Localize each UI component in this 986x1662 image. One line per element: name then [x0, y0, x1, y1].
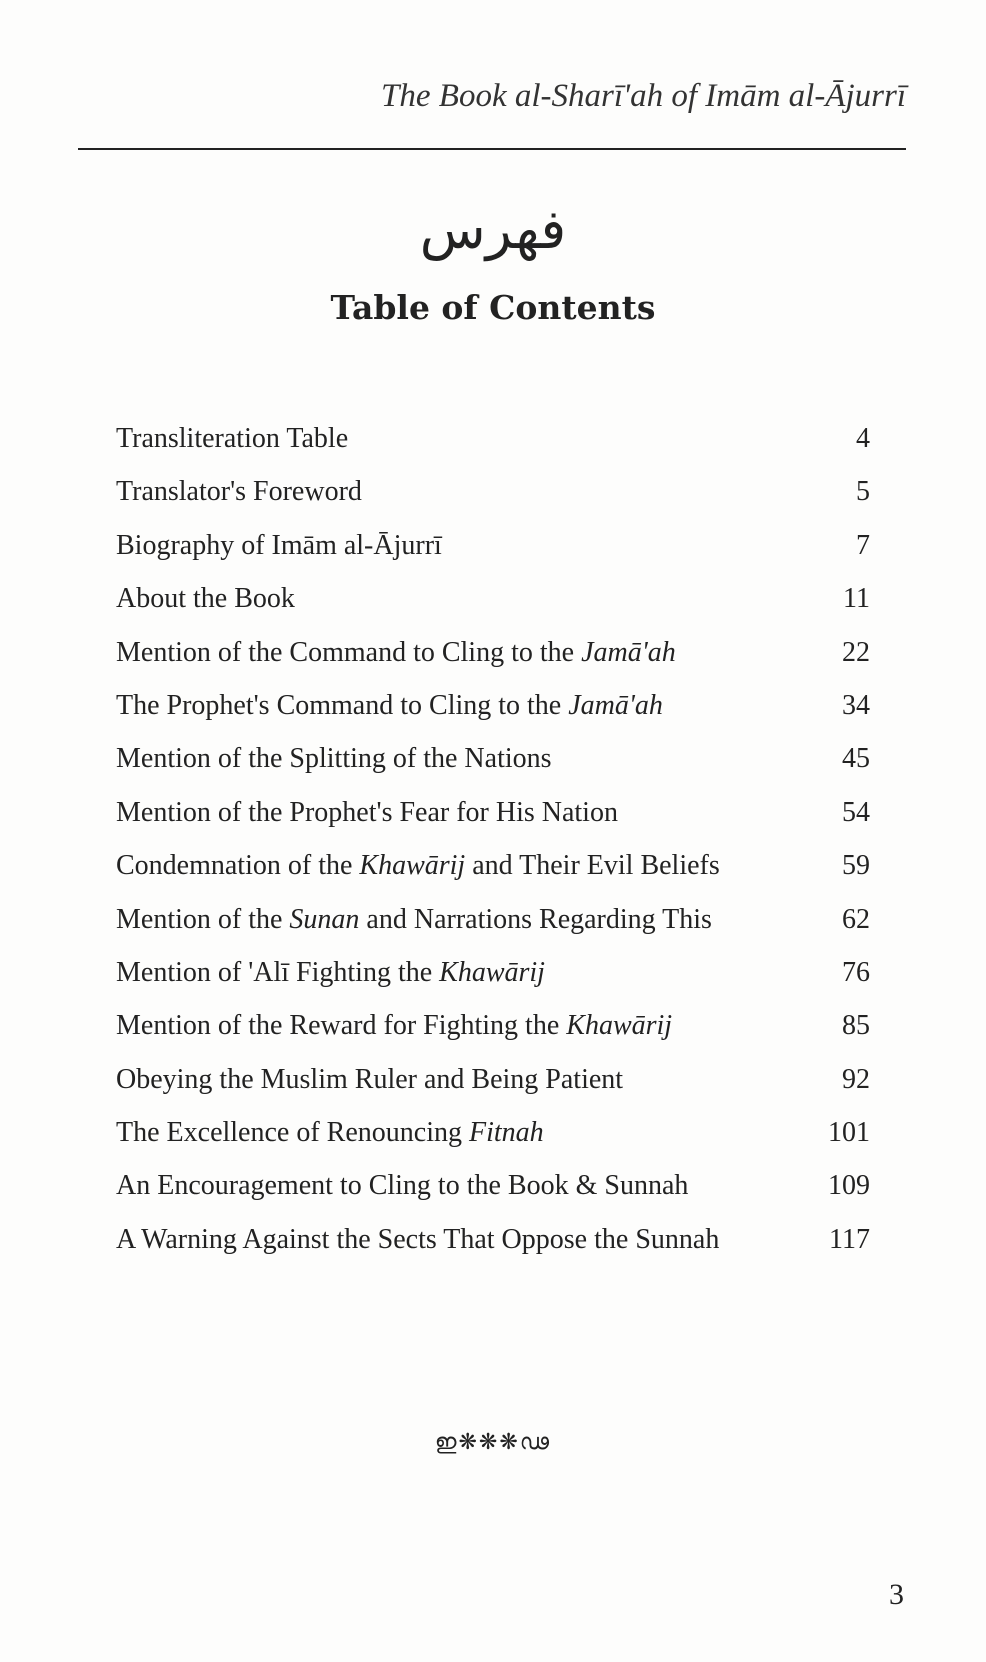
toc-entry-page: 109	[828, 1170, 870, 1202]
toc-entry-page: 11	[843, 583, 870, 615]
page-number: 3	[889, 1578, 904, 1611]
table-of-contents	[116, 423, 870, 1277]
toc-entry-title: Mention of the Splitting of the Nations	[116, 743, 552, 775]
toc-entry-title: About the Book	[116, 583, 295, 615]
toc-entry-page: 117	[829, 1223, 870, 1255]
section-ornament: ഇ❋❋❋ഢ	[434, 1430, 552, 1455]
toc-entry-page: 62	[842, 903, 870, 935]
toc-entry-title: The Excellence of Renouncing Fitnah	[116, 1117, 544, 1149]
toc-entry-title: Obeying the Muslim Ruler and Being Patient	[116, 1063, 624, 1095]
toc-entry[interactable]	[116, 1224, 870, 1277]
toc-entry-title: An Encouragement to Cling to the Book & Sunnah	[116, 1170, 689, 1202]
toc-entry-title: Condemnation of the Khawārij and Their Evil Beliefs	[116, 850, 720, 882]
toc-entry-page: 85	[842, 1010, 870, 1042]
toc-entry[interactable]	[116, 637, 870, 690]
toc-entry-title: Mention of 'Alī Fighting the Khawārij	[116, 956, 545, 988]
toc-entry[interactable]	[116, 957, 870, 1010]
toc-entry-page: 59	[842, 850, 870, 882]
toc-entry-page: 34	[842, 689, 870, 721]
toc-entry-page: 76	[842, 956, 870, 988]
toc-entry-title: Mention of the Prophet's Fear for His Nation	[116, 796, 618, 828]
toc-entry-page: 4	[856, 423, 870, 454]
toc-entry-title: Mention of the Command to Cling to the Jamā'ah	[116, 636, 676, 668]
toc-entry-title: Mention of the Sunan and Narrations Regarding This	[116, 903, 712, 935]
arabic-calligraphy-heading: فهرس	[419, 198, 567, 261]
toc-entry[interactable]	[116, 583, 870, 636]
header-divider	[78, 148, 906, 150]
toc-entry-title: The Prophet's Command to Cling to the Jamā'ah	[116, 689, 663, 721]
toc-entry-page: 22	[842, 636, 870, 668]
toc-entry[interactable]	[116, 530, 870, 583]
running-header: The Book al-Sharī'ah of Imām al-Ājurrī	[381, 78, 906, 114]
toc-entry[interactable]	[116, 797, 870, 850]
toc-entry-title: Mention of the Reward for Fighting the Khawārij	[116, 1010, 673, 1042]
toc-entry-title: Transliteration Table	[116, 423, 349, 454]
toc-entry-page: 92	[842, 1063, 870, 1095]
toc-entry[interactable]	[116, 423, 870, 476]
toc-entry-title: Translator's Foreword	[116, 476, 362, 508]
toc-entry-page: 54	[842, 796, 870, 828]
toc-entry[interactable]	[116, 850, 870, 903]
toc-entry-title: A Warning Against the Sects That Oppose the Sunnah	[116, 1223, 720, 1255]
toc-entry[interactable]	[116, 1064, 870, 1117]
toc-entry[interactable]	[116, 1010, 870, 1063]
toc-entry[interactable]	[116, 904, 870, 957]
toc-entry[interactable]	[116, 690, 870, 743]
toc-entry-title: Biography of Imām al-Ājurrī	[116, 529, 442, 561]
toc-entry[interactable]	[116, 476, 870, 529]
page-title: Table of Contents	[330, 288, 656, 327]
toc-entry-page: 45	[842, 743, 870, 775]
toc-entry-page: 101	[828, 1117, 870, 1149]
toc-entry[interactable]	[116, 743, 870, 796]
toc-entry-page: 5	[856, 476, 870, 508]
toc-entry[interactable]	[116, 1170, 870, 1223]
toc-entry-page: 7	[856, 529, 870, 561]
toc-entry[interactable]	[116, 1117, 870, 1170]
